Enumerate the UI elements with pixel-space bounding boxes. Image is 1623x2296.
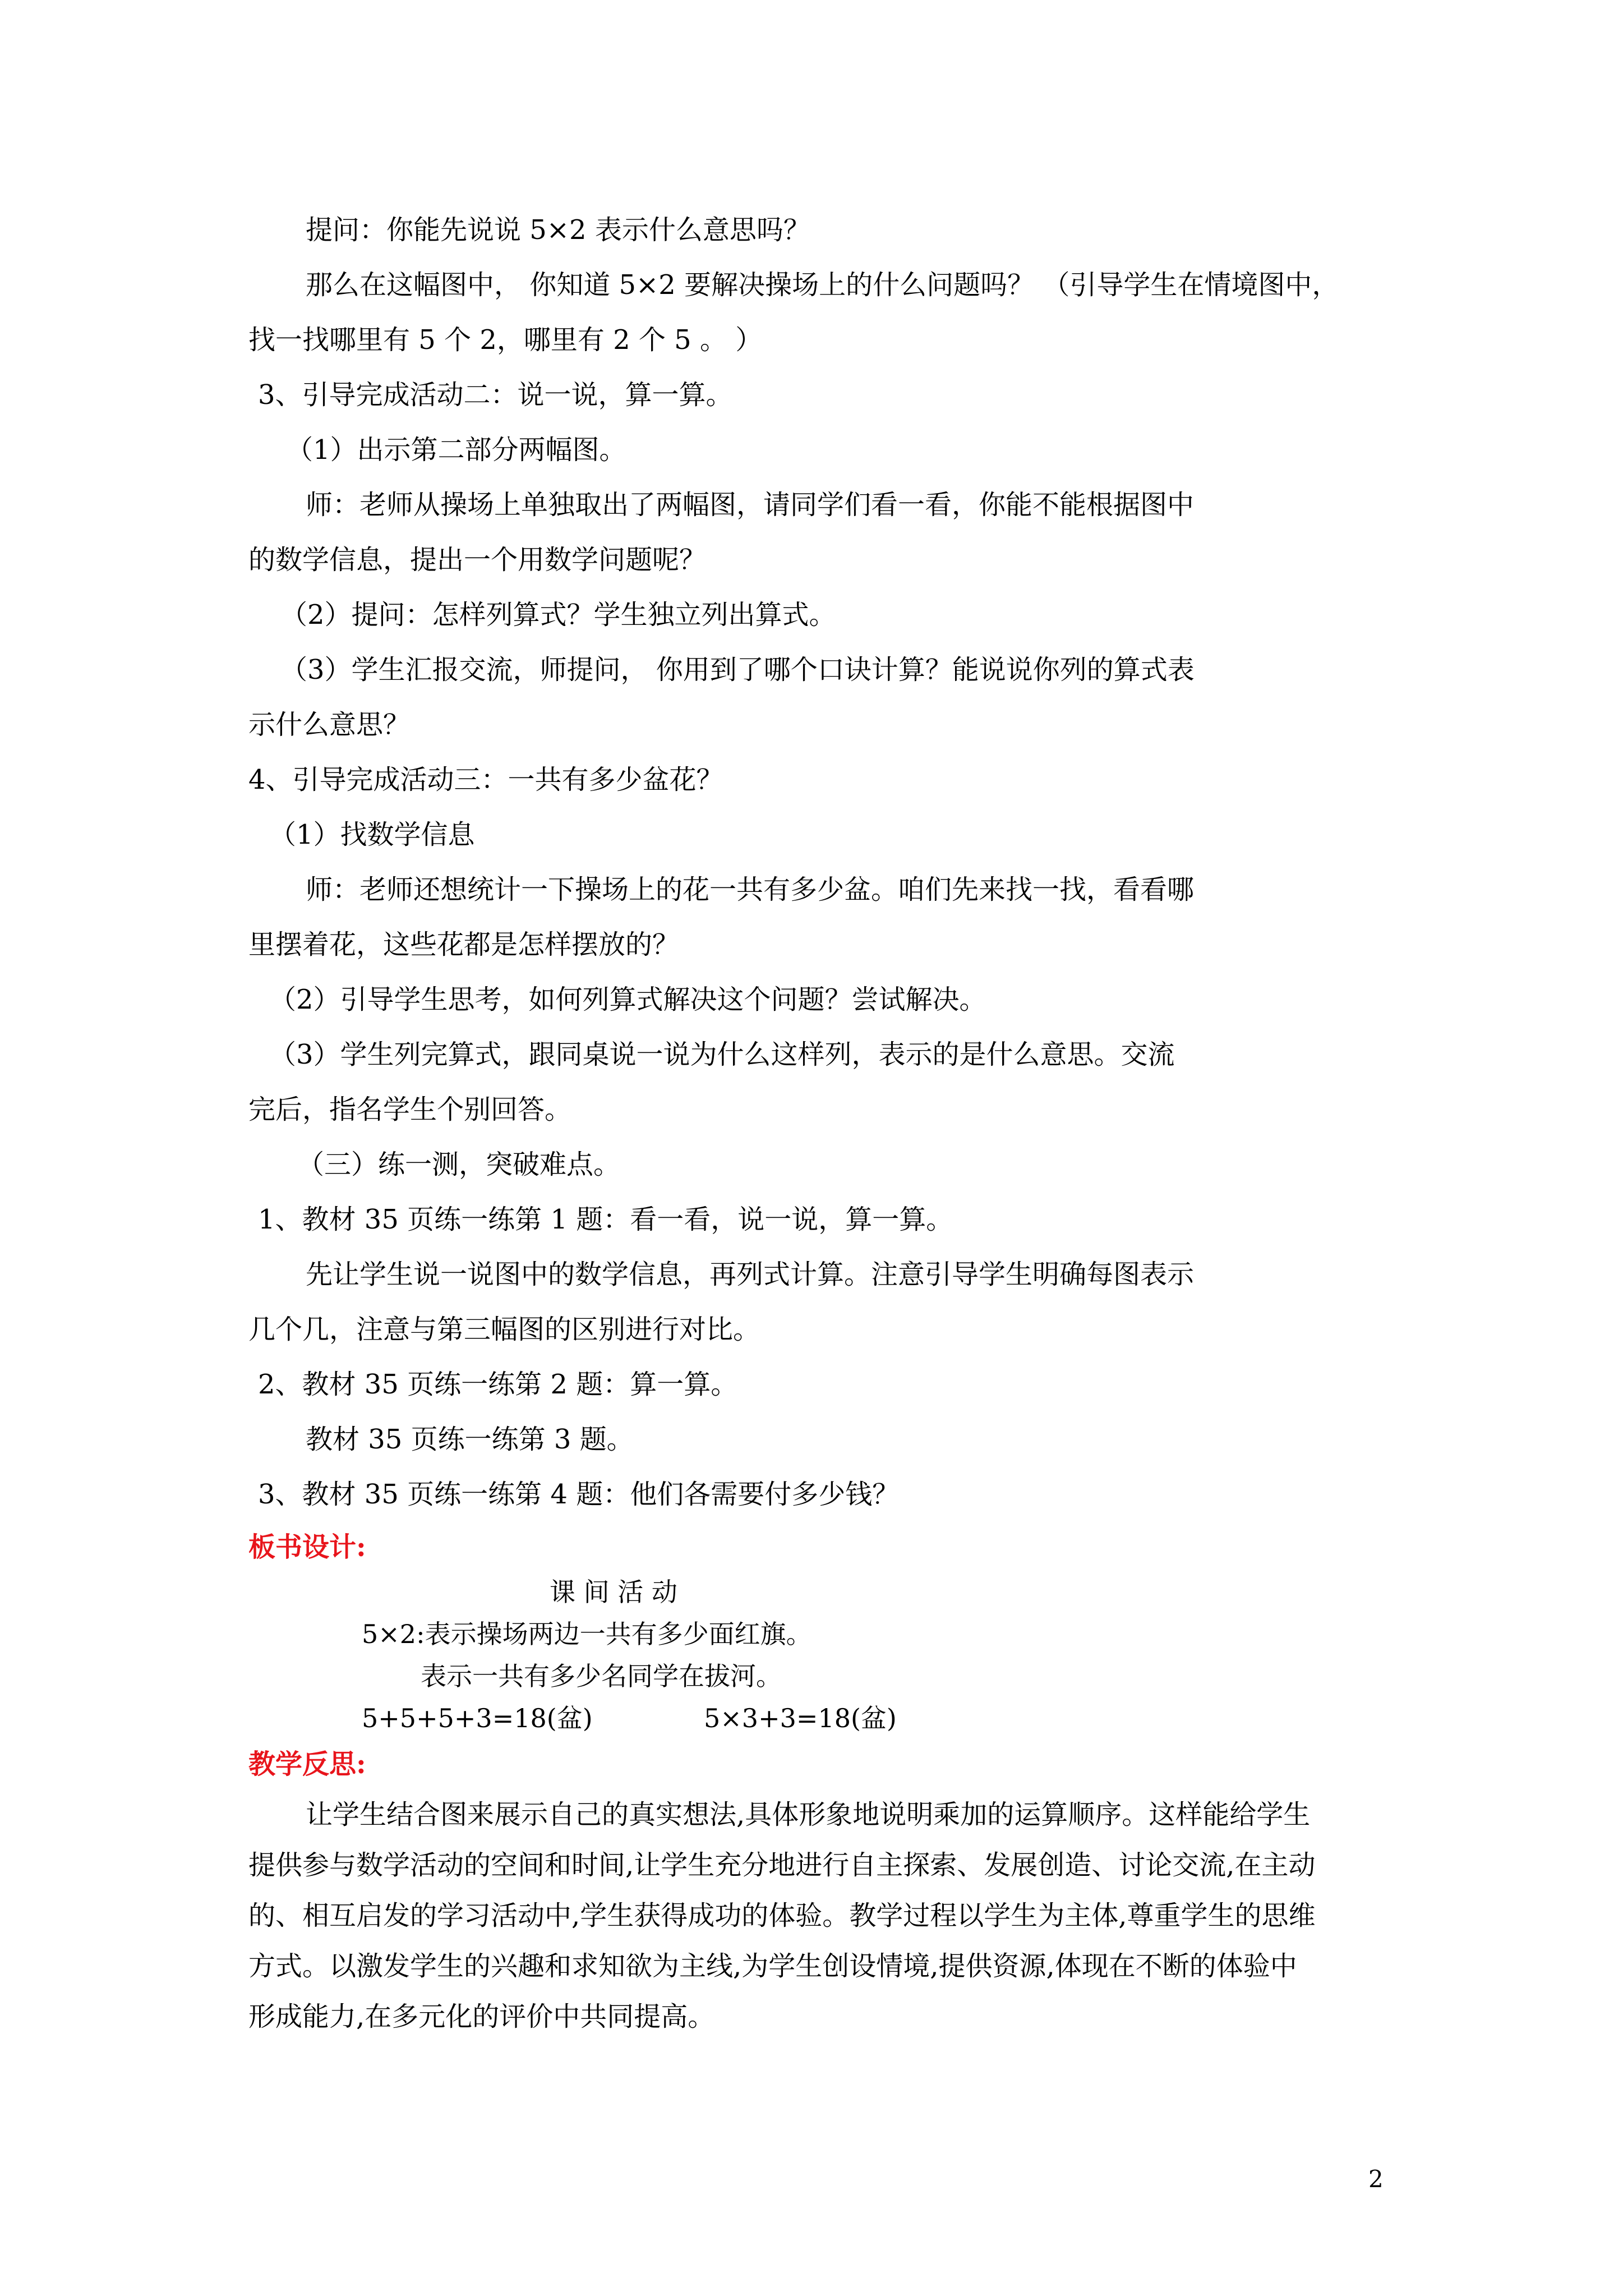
board-title: 课 间 活 动 xyxy=(550,1577,677,1607)
text-line: 师：老师从操场上单独取出了两幅图，请同学们看一看，你能不能根据图中 xyxy=(306,489,1195,521)
reflection-line: 形成能力,在多元化的评价中共同提高。 xyxy=(248,2001,715,2032)
reflection-line: 让学生结合图来展示自己的真实想法,具体形象地说明乘加的运算顺序。这样能给学生 xyxy=(306,1799,1311,1830)
board-heading: 板书设计: xyxy=(248,1531,366,1563)
reflection-line: 提供参与数学活动的空间和时间,让学生充分地进行自主探索、发展创造、讨论交流,在主动 xyxy=(248,1849,1316,1881)
text-line: 示什么意思？ xyxy=(248,709,411,740)
text-line: 里摆着花，这些花都是怎样摆放的？ xyxy=(248,929,680,960)
reflection-line: 的、相互启发的学习活动中,学生获得成功的体验。教学过程以学生为主体,尊重学生的思维 xyxy=(248,1900,1316,1931)
text-line: 提问：你能先说说 5×2 表示什么意思吗？ xyxy=(306,214,810,246)
text-line: 2、教材 35 页练一练第 2 题：算一算。 xyxy=(258,1369,738,1400)
text-line: 的数学信息，提出一个用数学问题呢？ xyxy=(248,544,707,576)
text-line: （3）学生汇报交流，师提问， 你用到了哪个口诀计算？能说说你列的算式表 xyxy=(280,654,1195,685)
text-line: 师：老师还想统计一下操场上的花一共有多少盆。咱们先来找一找，看看哪 xyxy=(306,874,1195,905)
text-line: 那么在这幅图中， 你知道 5×2 要解决操场上的什么问题吗？ （引导学生在情境图中， xyxy=(306,269,1339,301)
reflection-line: 方式。以激发学生的兴趣和求知欲为主线,为学生创设情境,提供资源,体现在不断的体验中 xyxy=(248,1950,1297,1982)
text-line: （1）找数学信息 xyxy=(269,819,475,850)
text-line: （2）提问：怎样列算式？学生独立列出算式。 xyxy=(280,599,836,631)
text-line: （1）出示第二部分两幅图。 xyxy=(286,434,626,466)
page-number: 2 xyxy=(1368,2165,1384,2193)
text-line: （3）学生列完算式，跟同桌说一说为什么这样列，表示的是什么意思。交流 xyxy=(269,1039,1175,1070)
text-line: （三）练一测，突破难点。 xyxy=(297,1149,621,1180)
text-line: 先让学生说一说图中的数学信息，再列式计算。注意引导学生明确每图表示 xyxy=(306,1259,1195,1290)
board-line: 表示一共有多少名同学在拔河。 xyxy=(421,1661,782,1691)
reflection-heading: 教学反思: xyxy=(248,1749,366,1780)
text-line: 3、教材 35 页练一练第 4 题：他们各需要付多少钱？ xyxy=(258,1479,900,1510)
text-line: 找一找哪里有 5 个 2，哪里有 2 个 5 。 ） xyxy=(248,324,763,356)
text-line: 几个几，注意与第三幅图的区别进行对比。 xyxy=(248,1314,760,1345)
text-line: 4、引导完成活动三：一共有多少盆花？ xyxy=(248,764,723,795)
text-line: 教材 35 页练一练第 3 题。 xyxy=(306,1424,634,1455)
board-formula: 5+5+5+3=18(盆) xyxy=(362,1703,593,1733)
text-line: 3、引导完成活动二：说一说，算一算。 xyxy=(258,379,733,411)
board-line: 5×2:表示操场两边一共有多少面红旗。 xyxy=(362,1619,812,1649)
board-formula: 5×3+3=18(盆) xyxy=(704,1703,897,1733)
text-line: 完后，指名学生个别回答。 xyxy=(248,1094,572,1125)
text-line: （2）引导学生思考，如何列算式解决这个问题？尝试解决。 xyxy=(269,984,986,1015)
text-line: 1、教材 35 页练一练第 1 题：看一看，说一说，算一算。 xyxy=(258,1204,953,1235)
